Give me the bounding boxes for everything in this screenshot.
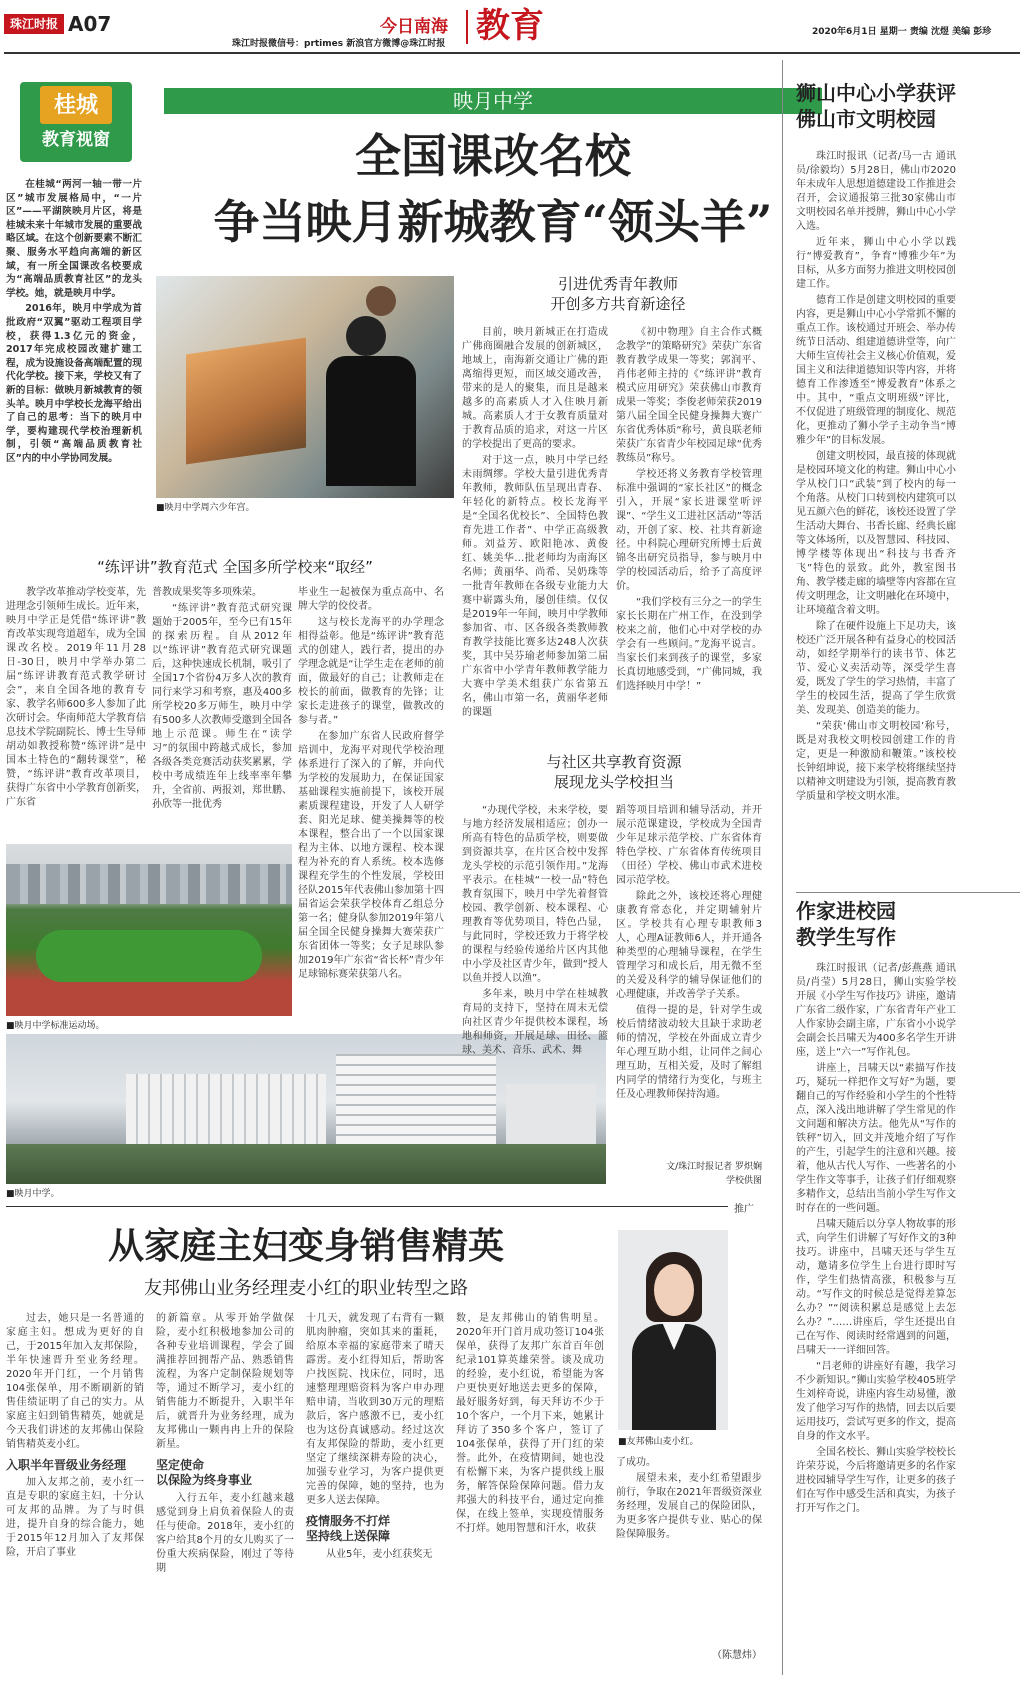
right-divider bbox=[796, 892, 1020, 893]
student-figure bbox=[346, 316, 386, 356]
section3-title: 与社区共享教育资源 展现龙头学校担当 bbox=[546, 753, 682, 791]
ad-subtitle: 友邦佛山业务经理麦小红的职业转型之路 bbox=[144, 1278, 468, 1299]
header-divider bbox=[466, 10, 468, 44]
right-headline-1: 狮山中心小学获评 佛山市文明校园 bbox=[796, 81, 956, 131]
ad-col4 bbox=[456, 1312, 604, 1676]
ad-byline: （陈慧炜） bbox=[712, 1650, 762, 1661]
school-building bbox=[336, 1054, 496, 1154]
article-banner-text: 映月中学 bbox=[453, 89, 533, 113]
football-pitch bbox=[36, 930, 262, 982]
ad-title: 从家庭主妇变身销售精英 bbox=[107, 1225, 504, 1267]
header-subtitle: 今日南海 bbox=[380, 17, 448, 37]
city-skyline bbox=[6, 864, 292, 904]
ad-label: 推广 bbox=[734, 1204, 754, 1215]
section2-col3 bbox=[298, 586, 444, 1022]
main-title-line1: 全国课改名校 bbox=[355, 129, 631, 183]
paragraph: “练评讲”教育范式研究课题始于2005年，至今已有15年的探索历程。自从2012年以“练评讲”教育范式研究课题后，这种快速成长机制，吸引了全国17个省份4万多人次的教育同行来学习和考察，惠及400多所学校20多万师生，映月中学有500多人次教师受邀到全国各地上示范课。师生在“读学习”的氛围中跨越式成长，参加各级各类竞赛活动获奖累累，学校中考成绩连年上线率率年攀升，全省前、两报刘，郑世鹏、孙欣等一批优秀 bbox=[152, 603, 292, 810]
column-logo-line2: 教育视窗 bbox=[42, 130, 110, 150]
paragraph: “我们学校有三分之一的学生家长长期在广州工作，在没到学校来之前，他们心中对学校的办学会有一些顾问。”龙海平说言。当家长们来到孩子的课堂，多家长真切地感受到，“广佛同城，我们选择映月中学！” bbox=[616, 597, 762, 692]
painting-easel bbox=[186, 338, 306, 465]
photo-portrait bbox=[618, 1230, 728, 1430]
ad-col3 bbox=[306, 1312, 444, 1676]
column-divider bbox=[782, 60, 783, 1675]
ad-col2 bbox=[156, 1312, 294, 1676]
paragraph: 德育工作是创建文明校园的重要内容，更是狮山中心小学常抓不懈的重点工作。该校通过开班会、举办传统节日活动、组建道德讲堂等，向广大师生宣传社会主义核心价值观，爱国主义和法律道德知识等内容，并将德育工作渗透至“博爱教育”体系之中。其中，“重点文明班级”评比，不仅促进了班级管理的制度化、规范化，更推动了狮小学子主动争当“博雅少年”的目标发展。 bbox=[796, 295, 956, 446]
section3-col2 bbox=[616, 804, 762, 1154]
photo2-caption: ■映月中学标准运动场。 bbox=[6, 1021, 105, 1031]
paragraph: 珠江时报讯（记者/彭燕燕 通讯员/肖莹）5月28日，狮山实验学校开展《小学生写作技巧》讲座，邀请广东省二级作家，广东省青年产业工人作家协会副主席，广东省小小说学会副会长吕啸天为400多名学生开讲座，送上“六一”写作礼包。 bbox=[796, 963, 956, 1058]
masthead: 珠江时报 bbox=[4, 14, 64, 34]
right-headline-2: 作家进校园 教学生写作 bbox=[796, 899, 896, 949]
paragraph: 十几天，就发现了右背有一颗肌肉肿瘤，突如其来的噩耗，给原本幸福的家庭带来了晴天霹雳。麦小红得知后，帮助客户找医院、找床位，同时，迅速整理理赔资料为客户申办理赔申请，当收到30万元的理赔款后，客户感激不已，麦小红也为这份真诚感动。经过这次有友邦保险的帮助，麦小红更坚定了继续深耕寿险的决心，加强专业学习，为客户提供更完善的保障，她的坚持，也为更多人送去保障。 bbox=[306, 1313, 444, 1506]
student-body bbox=[326, 356, 416, 486]
article-byline: 文/珠江时报记者 罗炽娴 学校供图 bbox=[666, 1162, 762, 1186]
ad-photo-caption: ■友邦佛山麦小红。 bbox=[618, 1437, 699, 1447]
section1-title: 引进优秀青年教师 开创多方共育新途径 bbox=[550, 275, 686, 313]
paragraph: 在参加广东省人民政府督学培训中，龙海平对现代学校治理体系进行了深入的了解，并向代为学校的发展助力，在保证国家基础课程实施前提下，该校开展素质课程建设，开发了人人研学套、阳光足球、健美操舞等的校本课程，整合出了一个以国家课程为主体、以地方课程、校本课程为补充的育人系统。校本选修课程充学生的个性发展，学校田径队2015年代表佛山参加第十四届省运会荣获学校体育乙组总分第一名；健身队参加2019年第八届全国全民健身操舞大赛荣获广东省团体一等奖；女子足球队参加2019年广东省“省长杯”青少年足球锦标赛荣获第八名。 bbox=[298, 731, 444, 980]
paragraph: 值得一提的是，针对学生或校后情绪波动较大且缺于求助老师的情况，学校在外面成立青少年心理互助小组，让同伴之间心理互助，互相关爱，及时了解组内同学的情绪行为变化，与班主任及心理教师保持沟通。 bbox=[616, 1005, 762, 1100]
photo1-caption: ■映月中学周六少年宫。 bbox=[156, 503, 255, 513]
photo-sports-field bbox=[6, 844, 292, 1016]
paragraph: 多年来，映月中学在桂城教育局的支持下，坚持在周末无偿向社区青少年提供校本课程，场地和师资，开展足球、田径、篮球、美术、音乐、武术、舞 bbox=[462, 989, 608, 1056]
section2-title: “练评讲”教育范式 全国多所学校来“取经” bbox=[97, 558, 373, 576]
section2-col1 bbox=[6, 586, 146, 840]
paragraph: 这与校长龙海平的办学理念相得益彰。他是“练评讲”教育范式的创建人，践行者，提出的办学理念就是“让学生走在老师的前面，做最好的自己；让教师走在校长的前面，做教育的先锋；让家长走进孩子的课堂，做教改的参与者。” bbox=[298, 617, 444, 726]
paragraph: “荣获‘佛山市文明校园’称号，既是对我校文明校园创建工作的肯定，更是一种激励和鞭策。”该校校长钟绍坤说，接下来学校将继续坚持以精神文明建设为引领，提高教育教学质量和学校文明水准。 bbox=[796, 721, 956, 802]
portrait-face bbox=[654, 1264, 694, 1316]
paragraph: 了成功。 bbox=[616, 1457, 656, 1468]
header-date: 2020年6月1日 星期一 责编 沈煜 美编 彭珍 bbox=[812, 27, 992, 37]
lead-paragraph: 在桂城“两河一轴一带一片区”城市发展格局中，“一片区”——平湖陕映月片区，将是桂城未来十年城市发展的重要战略区域。在这个创新要素不断汇聚、服务水平趋向高端的新区域，有一所全国课改名校要成为“高端品质教育社区”的龙头学校。她，就是映月中学。 bbox=[6, 179, 142, 299]
paragraph: 近年来，狮山中心小学以践行“博爱教育”，争育“博雅少年”为目标，从多方面努力推进文明校园创建工作。 bbox=[796, 237, 956, 290]
photo-youth-palace bbox=[156, 276, 454, 498]
paragraph: 的新篇章。从零开始学做保险，麦小红积极地参加公司的各种专业培训课程，学会了圆满推荐回拥帮产品、熟悉销售流程，为客户定制保险规划等等，通过不断学习，麦小红的销售能力不断提升，入职半年后，就晋升为业务经理，成为友邦佛山一颗冉冉上升的保险新星。 bbox=[156, 1313, 294, 1450]
paragraph: 对于这一点，映月中学已经未雨绸缪。学校大量引进优秀青年教师，教师队伍呈现出青春、年轻化的新特点。校长龙海平是“全国名优校长”、全国特色教育先进工作者”、中学正高级教师。刘益芳、欧阳艳冰、黄俊红、姚美华…批老师均为南海区名师；黄丽华、尚希、吴奶珠等一批青年教师在各级专业能力大赛中崭露头角，屡创佳绩。仅仅是2019年一年间，映月中学教师参加省、市、区各级各类教师教育教学技能比赛多达248人次获奖，其中吴芬瑜老师参加第二届广东省中小学青年教师教学能力大赛中学美术组获广东省第五名，佛山市第一名，黄丽华老师的课题 bbox=[462, 455, 608, 718]
paragraph: “办现代学校，未来学校，要与地方经济发展相适应；创办一所高有特色的品质学校，则要做到资源共享，在片区合校中发挥龙头学校的示范引领作用。”龙海平表示。在桂城“一校一品”特色教育氛围下，映月中学先着督管校园、教学创新、校本课程、心理教育等优势项目，特色凸显，与此同时，学校还致力于将学校的课程与经验传递给片区内其他中小学及社区青少年，做到“授人以鱼并授人以渔”。 bbox=[462, 805, 608, 984]
right-body-2 bbox=[796, 962, 956, 1676]
section-title: 教育 bbox=[476, 6, 544, 46]
section3-col1 bbox=[462, 804, 608, 1056]
section2-col2 bbox=[152, 586, 292, 840]
student-background bbox=[366, 286, 396, 316]
section1-col2 bbox=[616, 326, 762, 746]
paragraph: 目前，映月新城正在打造成广佛商圈融合发展的创新城区，地域上，南海新交通让广佛的距离缩得更短，而区域交通改善，带来的是人的聚集，而且是越来越多的高素质人才入住映月新城。高素质人才于女教育质量对于教育品质的追求，对这一片区的学校提出了更高的要求。 bbox=[462, 327, 608, 450]
school-building bbox=[126, 1074, 326, 1154]
paragraph: 蹈等项目培训和辅导活动，并开展示范课建设，学校成为全国青少年足球示范学校、广东省体育特色学校、广东省体育传统项目（田径）学校、佛山市武术进校园示范学校。 bbox=[616, 805, 762, 886]
paragraph: 加入友邦之前，麦小红一直是专职的家庭主妇，十分认可友邦的品牌。为了与时俱进，提升自身的综合能力，她于2015年12月加入了友邦保险，开启了事业 bbox=[6, 1477, 144, 1558]
paragraph: 展望未来，麦小红希望跟步前行，争取在2021年晋级资深业务经理，发展自己的保险团队，为更多客户提供专业、贴心的保险保障服务。 bbox=[616, 1473, 762, 1540]
ad-col5 bbox=[616, 1456, 762, 1636]
paragraph: 全国名校长、狮山实验学校校长许荣芬说，今后将邀请更多的名作家进校园辅导学生写作，让更多的孩子们在写作中感受生活和真实，为孩子打开写作之门。 bbox=[796, 1447, 956, 1514]
section1-col1 bbox=[462, 326, 608, 746]
ad-divider bbox=[6, 1206, 728, 1207]
paragraph: 从业5年，麦小红获奖无 bbox=[326, 1549, 433, 1560]
paragraph: 毕业生一起被保为重点高中、名牌大学的佼佼者。 bbox=[298, 587, 444, 612]
page-number: A07 bbox=[68, 12, 112, 36]
column-logo-line1: 桂城 bbox=[40, 86, 112, 124]
paragraph: 数，是友邦佛山的销售明星。2020年开门首月成功签订104张保单，获得了友邦广东首百年创纪录101算英雄荣誉。谈及成功的经验，麦小红说，希望能为客户更快更好地送去更多的保障，最好服务好到，每天拜访不少于10个客户，一个月下来，她累计拜访了350多个客户，签订了104张保单，获得了开门红的荣誉。此外，在疫情期间，她也没有松懈下来，为客户提供线上服务，解答保险保障问题。借力友邦强大的科技平台，通过定向推保，在线上签单，实现疫情服务不打烊。她用智慧和汗水，收获 bbox=[456, 1313, 604, 1534]
paragraph: 讲座上，吕啸天以“素描写作技巧，疑玩一样把作文写好”为题，要翻自己的写作经验和小学生的个性特点，深入浅出地讲解了学生常见的作文问题和解决方法。他先从“写作的铁秤”切入，回文并茂地介绍了写作的产生，引起学生的注意和兴趣。接着，他从古代人写作、一些著名的小学生作文等事手，让孩子们仔细观察多精作文，总结出当前小学生写作文时存在的一些问题。 bbox=[796, 1063, 956, 1214]
paragraph: 《初中物理》自主合作式概念教学”的策略研究》荣获广东省教育教学成果一等奖；郭润平、肖伟老师主持的《“练评讲”教育模式应用研究》荣获佛山市教育成果一等奖；李俊老师荣获2019第八届全国全民健身操舞大赛广东省优秀体质“称号，黄良联老师荣获广东省青少年校园足球“优秀教练员”称号。 bbox=[616, 327, 762, 464]
paragraph: 吕啸天随后以分享人物故事的形式，向学生们讲解了写好作文的3种技巧。讲座中，吕啸天还与学生互动，邀请多位学生上台进行即时写作，学生们热情高涨，积极参与互动。“写作文的时候总是觉得差算怎么办？”“阅读积累总是感觉上去怎么办？”……讲座后，学生还提出自己在写作、阅读时经常遇到的问题，吕啸天一一详细回答。 bbox=[796, 1219, 956, 1356]
ad-col1 bbox=[6, 1312, 144, 1676]
paragraph: 学校还将义务教育学校管理标准中强调的“家长社区”的概念引入，开展“家长进课堂听评课”、“学生义工进社区活动”等活动，开创了家、校、社共育新途径。中科院心理研究所博士后黄锦冬出研究员指导，参与映月中学的校园活动后，给予了高度评价。 bbox=[616, 469, 762, 592]
paragraph: 除此之外，该校还将心理健康教育常态化，并定期辅射片区。学校共有心理专职教师3人，心理A证教师6人，并开通各种类型的心理辅导课程，在学生管理学习和成长后，用无微不至的关爱及科学的辅导保证他们的心理健康，并改善学子关系。 bbox=[616, 891, 762, 1000]
paragraph: 创建文明校园，最直接的体现就是校园环境文化的构建。狮山中心小学从校门口“武装”到了校内的每一个角落。从校门口转到校内建筑可以见五颜六色的鲜花，该校还设置了学生活动大舞台、书香长廊、经典长廊等文体场所，以及智慧园、科技园、博学楼等体现出“科技与书香齐飞”特色的景致。此外，教室图书角、教学楼走廊的墙壁等内容都在宣传文明理念，让文明融化在环境中，让环境蕴含着文明。 bbox=[796, 451, 956, 616]
lead-paragraph: 2016年，映月中学成为首批政府“双翼”驱动工程项目学校，获得1.3亿元的资金，2017年完成校园改建扩建工程，成为设施设备高端配置的现代化学校。接下来，学校又有了新的目标：做映月新城教育的领头羊。映月中学校长龙海平给出了自己的思考：当下的映月中学，要构建现代学校治理新机制，引领“高端品质教育社区”内的中小学协同发展。 bbox=[6, 303, 142, 464]
paragraph: 普教成果奖等多项殊荣。 bbox=[152, 587, 262, 598]
ad-col2-heading: 坚定使命 以保险为终身事业 bbox=[156, 1458, 253, 1487]
right-body-1 bbox=[796, 150, 956, 888]
header-weibo: 珠江时报微信号：prtimes 新浪官方微博@珠江时报 bbox=[232, 39, 446, 49]
paragraph: 珠江时报讯（记者/马一古 通讯员/徐毅均）5月28日，佛山市2020年未成年人思想道德建设工作推进会召开，会议通报第三批30家佛山市文明校园名单并授牌，狮山中心小学入选。 bbox=[796, 151, 956, 232]
trees bbox=[6, 1144, 606, 1184]
header-rule bbox=[4, 52, 1020, 54]
ad-col3-heading: 疫情服务不打烊 坚持线上送保障 bbox=[306, 1514, 391, 1543]
lead-text bbox=[6, 178, 142, 548]
ad-col1-heading: 入职半年晋级业务经理 bbox=[6, 1458, 127, 1472]
paragraph: 过去，她只是一名普通的家庭主妇。想成为更好的自己，于2015年加入友邦保险，半年快速晋升至业务经理。2020年开门红，一个月销售104张保单，用不断刷新的销售佳绩证明了自己的实力。从家庭主妇到销售精英，她就是今天我们讲述的友邦佛山保险销售精英麦小红。 bbox=[6, 1313, 144, 1450]
main-title-line2: 争当映月新城教育“领头羊” bbox=[213, 195, 773, 249]
column-logo bbox=[20, 82, 132, 162]
photo3-caption: ■映月中学。 bbox=[6, 1189, 60, 1199]
paragraph: 除了在硬件设施上下足功夫，该校还广泛开展各种有益身心的校园活动，如经学期举行的读书节、体艺节、爱心义卖活动等，深受学生喜爱，既发了学生的学习热情，丰富了学生的校园生活，提高了学生欣赏美、发现美、创造美的能力。 bbox=[796, 621, 956, 716]
paragraph: “吕老师的讲座好有趣，我学习不少新知识。”狮山实验学校405班学生刘梓奇说，讲座内容生动易懂，激发了他学习写作的热情，回去以后要运用技巧，尝试写更多的作文，提高自身的作文水平。 bbox=[796, 1361, 956, 1442]
paragraph: 教学改革推动学校变革，先进理念引领师生成长。近年来，映月中学正是凭借“练评讲”教育改革实现弯道超车，成为全国课改名校。2019年11月28日-30日，映月中学举办第二届“练评讲教育范式教学研讨会”，来自全国各地的教育专家、教学名师600多人参加了此次研讨会。华南师范大学教育信息技术学院副院长、博士生导师胡动如教授称赞“练评讲”是中国本土特色的“翻转课堂”，秘赞，“练评讲”教育改革项目，获得广东省中小学教育创新奖，广东省 bbox=[6, 587, 146, 808]
paragraph: 入行五年，麦小红越来越感觉到身上肩负着保险人的责任与使命。2018年，麦小红的客户给其8个月的女儿购买了一份重大疾病保险，刚过了等待期 bbox=[156, 1493, 294, 1574]
